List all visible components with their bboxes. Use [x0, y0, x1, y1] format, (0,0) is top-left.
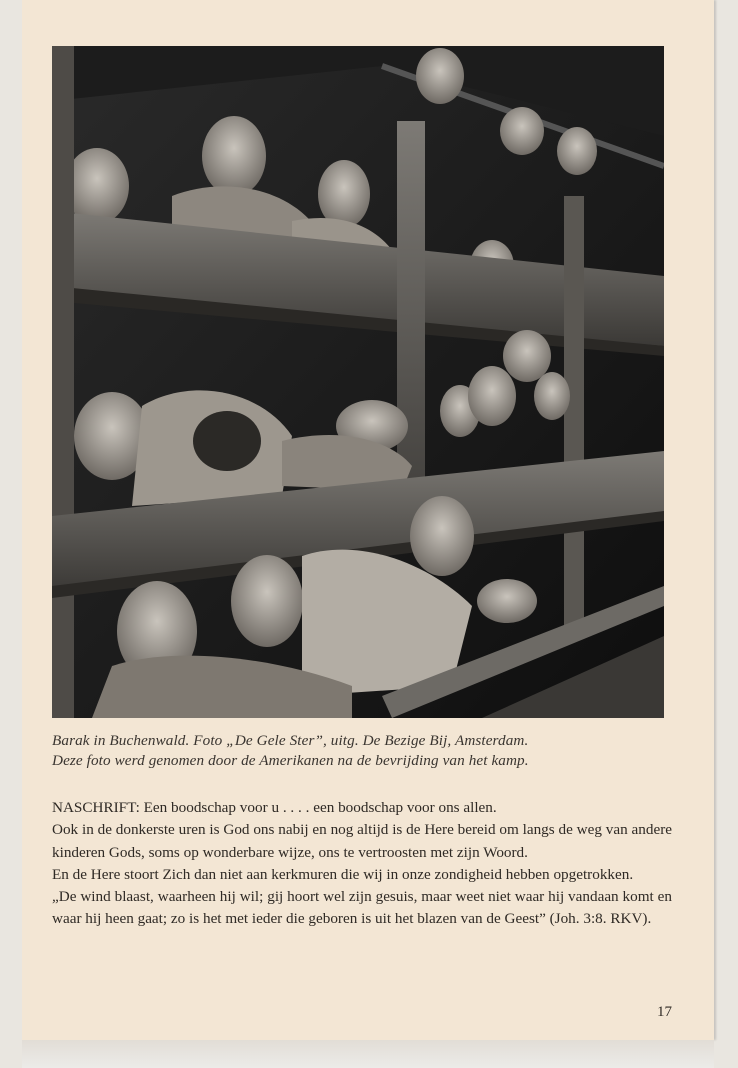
postscript-text: [52, 797, 672, 931]
page-number: 17: [657, 1004, 672, 1020]
paragraph-god-nabij: Ook in de donkerste uren is God ons nabij en nog altijd is de Here bereid om langs de weg van andere kinderen Gods, soms op wonderbare wijze, ons te vertroosten met zijn Woord.: [52, 821, 672, 861]
caption-line-2: Deze foto werd genomen door de Amerikanen na de bevrijding van het kamp.: [52, 752, 529, 769]
caption-line-1: Barak in Buchenwald. Foto „De Gele Ster”, uitg. De Bezige Bij, Amsterdam.: [52, 732, 529, 749]
paragraph-bible-quote: „De wind blaast, waarheen hij wil; gij hoort wel zijn gesuis, maar weet niet waar hij vandaan komt en waar hij heen gaat; zo is het met ieder die geboren is uit het blazen van de Geest” (Joh. 3:8. RKV).: [52, 888, 672, 928]
page-shadow: [22, 1040, 714, 1068]
barracks-photograph: [52, 46, 664, 718]
photo-caption: [52, 731, 672, 771]
paragraph-naschrift: NASCHRIFT: Een boodschap voor u . . . . een boodschap voor ons allen.: [52, 799, 497, 816]
photo-illustration: [52, 46, 664, 718]
paragraph-kerkmuren: En de Here stoort Zich dan niet aan kerkmuren die wij in onze zondigheid hebben opgetrokken.: [52, 865, 634, 883]
